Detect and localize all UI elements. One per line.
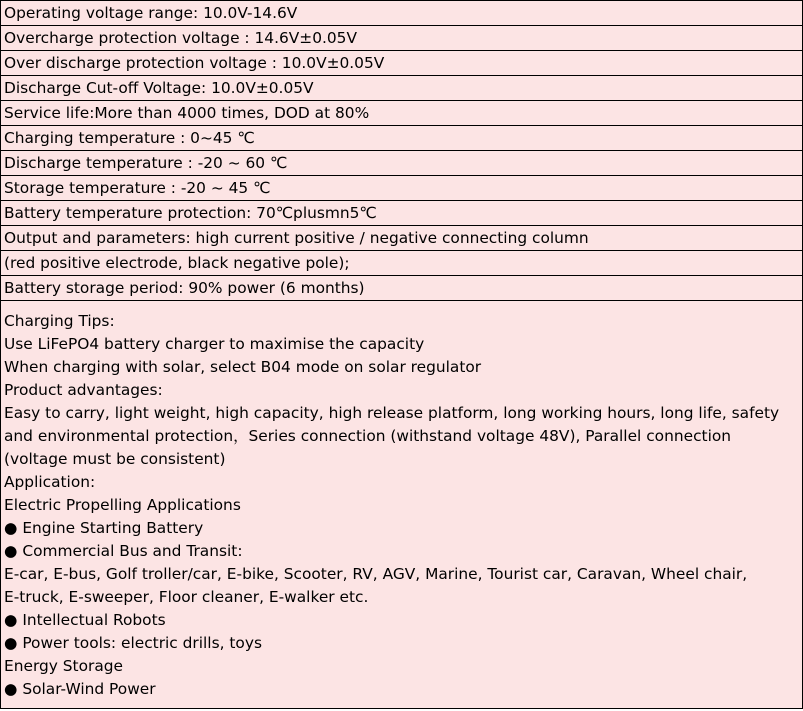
- table-row: [1, 276, 803, 301]
- application-heading: Application:: [4, 473, 96, 491]
- energy-storage-heading: Energy Storage: [4, 657, 123, 675]
- table-row: [1, 151, 803, 176]
- table-row: [1, 101, 803, 126]
- spec-storage-period: Battery storage period: 90% power (6 months): [1, 276, 803, 301]
- spec-storage-temperature: Storage temperature : -20 ~ 45 ℃: [1, 176, 803, 201]
- charging-tips-heading: Charging Tips:: [4, 312, 115, 330]
- spec-temperature-protection: Battery temperature protection: 70℃plusmn5℃: [1, 201, 803, 226]
- table-row: [1, 301, 803, 709]
- spec-output-parameters: Output and parameters: high current positive / negative connecting column: [1, 226, 803, 251]
- spec-service-life: Service life:More than 4000 times, DOD at 80%: [1, 101, 803, 126]
- advantages-heading: Product advantages:: [4, 381, 163, 399]
- vehicles-list-line-1: E-car, E-bus, Golf troller/car, E-bike, Scooter, RV, AGV, Marine, Tourist car, Caravan, Wheel chair,: [4, 565, 748, 583]
- table-row: [1, 51, 803, 76]
- spec-operating-voltage: Operating voltage range: 10.0V-14.6V: [1, 1, 803, 26]
- table-row: [1, 251, 803, 276]
- notes-cell: [1, 301, 803, 709]
- table-row: [1, 126, 803, 151]
- table-row: [1, 176, 803, 201]
- electric-applications-heading: Electric Propelling Applications: [4, 496, 241, 514]
- table-row: [1, 26, 803, 51]
- bullet-intellectual-robots: ● Intellectual Robots: [4, 611, 166, 629]
- bullet-solar-wind: ● Solar-Wind Power: [4, 680, 156, 698]
- table-row: [1, 201, 803, 226]
- spec-discharge-temperature: Discharge temperature : -20 ~ 60 ℃: [1, 151, 803, 176]
- bullet-engine-starting: ● Engine Starting Battery: [4, 519, 204, 537]
- table-row: [1, 1, 803, 26]
- charging-tip-solar: When charging with solar, select B04 mode on solar regulator: [4, 358, 482, 376]
- spec-overcharge-protection: Overcharge protection voltage : 14.6V±0.05V: [1, 26, 803, 51]
- spec-discharge-cutoff: Discharge Cut-off Voltage: 10.0V±0.05V: [1, 76, 803, 101]
- vehicles-list-line-2: E-truck, E-sweeper, Floor cleaner, E-walker etc.: [4, 588, 369, 606]
- charging-tip-charger: Use LiFePO4 battery charger to maximise the capacity: [4, 335, 425, 353]
- table-row: [1, 226, 803, 251]
- spec-charging-temperature: Charging temperature : 0~45 ℃: [1, 126, 803, 151]
- table-row: [1, 76, 803, 101]
- bullet-commercial-bus: ● Commercial Bus and Transit:: [4, 542, 243, 560]
- bullet-power-tools: ● Power tools: electric drills, toys: [4, 634, 262, 652]
- spec-over-discharge-protection: Over discharge protection voltage : 10.0V±0.05V: [1, 51, 803, 76]
- advantages-text: Easy to carry, light weight, high capacity, high release platform, long working hours, long life, safety and environmental protection，Series connection (withstand voltage 48V), Parallel connection (voltage must be consistent): [4, 404, 780, 468]
- spec-electrode-colors: (red positive electrode, black negative pole);: [1, 251, 803, 276]
